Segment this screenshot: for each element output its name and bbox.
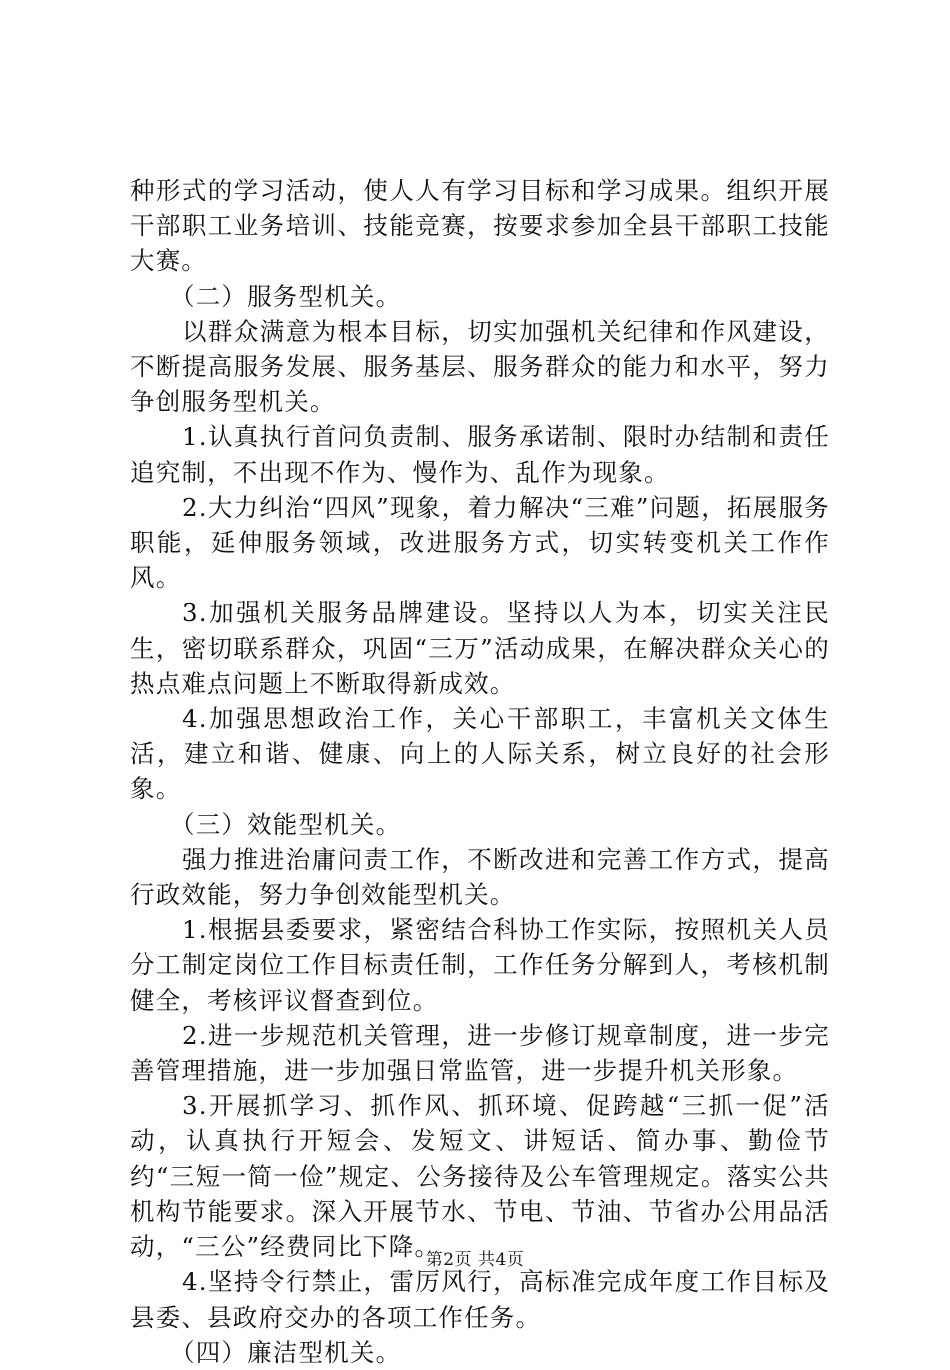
page-number-footer: 第2页 共4页 [425, 1250, 525, 1270]
paragraph-service-item-3: 3.加强机关服务品牌建设。坚持以人为本，切实关注民生，密切联系群众，巩固“三万”活动成果，在解决群众关心的热点难点问题上不断取得新成效。 [130, 598, 830, 698]
paragraph-efficiency-item-2: 2.进一步规范机关管理，进一步修订规章制度，进一步完善管理措施，进一步加强日常监管，进一步提升机关形象。 [130, 1020, 830, 1086]
paragraph-service-item-2: 2.大力纠治“四风”现象，着力解决“三难”问题，拓展服务职能，延伸服务领域，改进服务方式，切实转变机关工作作风。 [130, 492, 830, 593]
paragraph-service-item-1: 1.认真执行首问负责制、服务承诺制、限时办结制和责任追究制，不出现不作为、慢作为、乱作为现象。 [130, 422, 830, 487]
paragraph-efficiency-item-3: 3.开展抓学习、抓作风、抓环境、促跨越“三抓一促”活动，认真执行开短会、发短文、讲短话、简办事、勤俭节约“三短一简一俭”规定、公务接待及公车管理规定。落实公共机构节能要求。深入开展节水、节电、节油、节省办公用品活动，“三公”经费同比下降。 [130, 1091, 830, 1262]
paragraph-continuation: 种形式的学习活动，使人人有学习目标和学习成果。组织开展干部职工业务培训、技能竞赛，按要求参加全县干部职工技能大赛。 [130, 176, 830, 276]
paragraph-efficiency-item-1: 1.根据县委要求，紧密结合科协工作实际，按照机关人员分工制定岗位工作目标责任制，工作任务分解到人，考核机制健全，考核评议督查到位。 [130, 915, 830, 1015]
section-heading-integrity: （四）廉洁型机关。 [170, 1337, 402, 1367]
paragraph-service-item-4: 4.加强思想政治工作，关心干部职工，丰富机关文体生活，建立和谐、健康、向上的人际关系，树立良好的社会形象。 [130, 704, 830, 804]
section-heading-efficiency: （三）效能型机关。 [170, 809, 402, 839]
document-body [130, 173, 830, 1370]
paragraph-efficiency-intro: 强力推进治庸问责工作，不断改进和完善工作方式，提高行政效能，努力争创效能型机关。 [130, 844, 830, 910]
section-heading-service: （二）服务型机关。 [170, 281, 402, 311]
paragraph-efficiency-item-4: 4.坚持令行禁止，雷厉风行，高标准完成年度工作目标及县委、县政府交办的各项工作任务。 [130, 1267, 830, 1332]
paragraph-service-intro: 以群众满意为根本目标，切实加强机关纪律和作风建设，不断提高服务发展、服务基层、服务群众的能力和水平，努力争创服务型机关。 [130, 316, 830, 417]
